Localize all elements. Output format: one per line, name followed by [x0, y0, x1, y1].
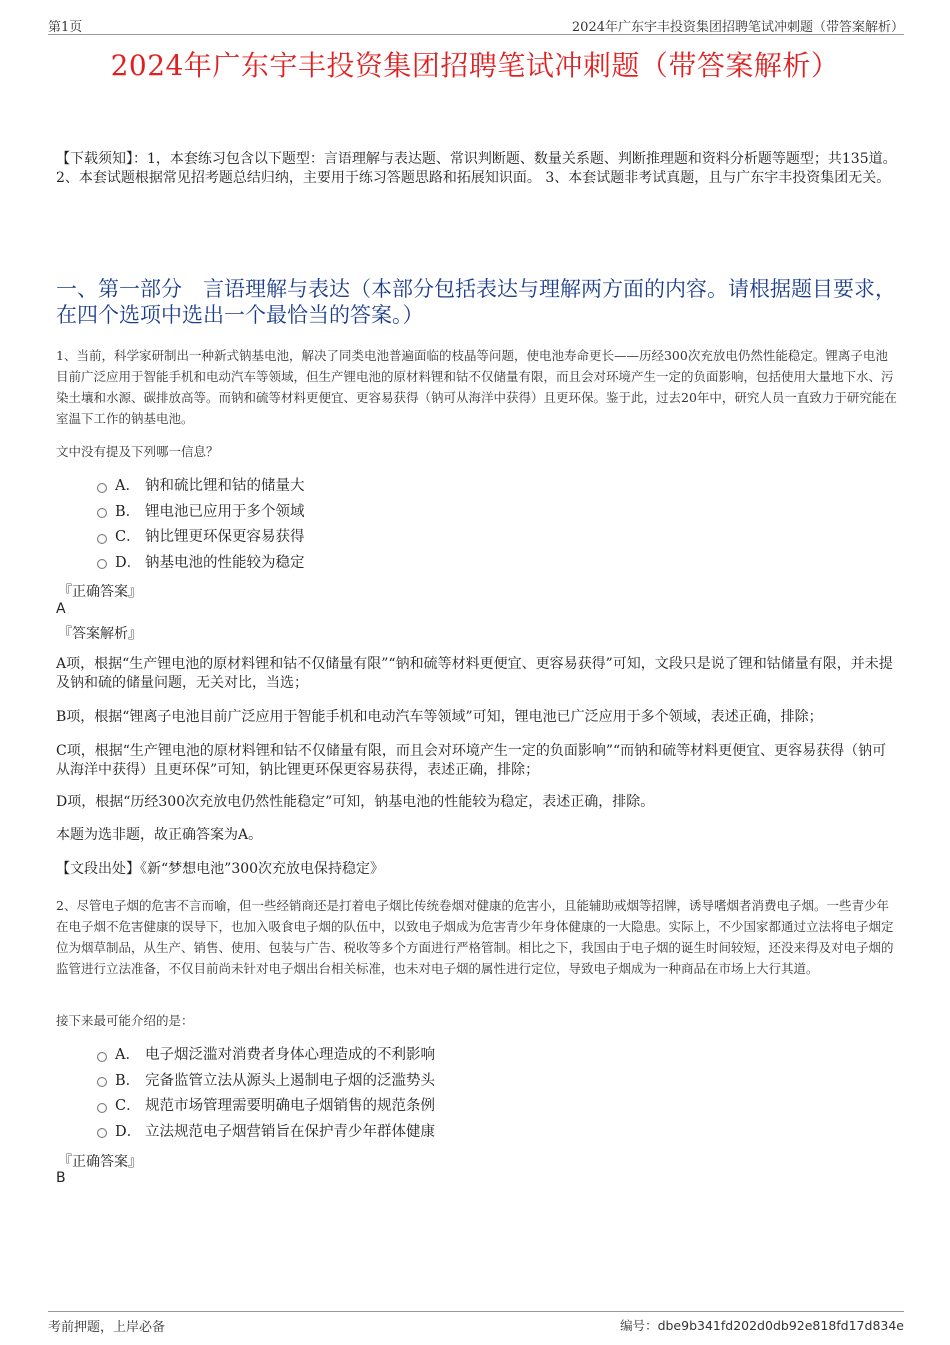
analysis-source: 【文段出处】《新“梦想电池”300次充放电保持稳定》 — [56, 861, 385, 877]
question-2-option-d[interactable]: D． 立法规范电子烟营销旨在保护青少年群体健康 — [97, 1118, 435, 1144]
footer-doc-id: 编号：dbe9b341fd202d0db92e818fd17d834e — [620, 1318, 904, 1333]
analysis-option-c: C项，根据“生产锂电池的原材料锂和钴不仅储量有限，而且会对环境产生一定的负面影响”“而钠和硫等材料更便宜、更容易获得（钠可从海洋中获得）且更环保”可知，钠比锂更环保更容易获得，表述正确，排除； — [56, 743, 887, 778]
radio-icon[interactable] — [97, 483, 107, 493]
question-1-option-c[interactable]: C． 钠比锂更环保更容易获得 — [97, 523, 305, 549]
question-2-text: 2、尽管电子烟的危害不言而喻，但一些经销商还是打着电子烟比传统卷烟对健康的危害小，且能辅助戒烟等招牌，诱导嗜烟者消费电子烟。一些青少年在电子烟不危害健康的误导下，也加入吸食电子烟的队伍中，以致电子烟成为危害青少年身体健康的一大隐患。实际上，不少国家都通过立法将电子烟定位为烟草制品，从生产、销售、使用、包装与广告、税收等多个方面进行严格管制。相比之下，我国由于电子烟的诞生时间较短，还没来得及对电子烟的监管进行立法准备，不仅目前尚未针对电子烟出台相关标准，也未对电子烟的属性进行定位，导致电子烟成为一种商品在市场上大行其道。 — [56, 898, 894, 976]
question-2-options — [97, 1041, 435, 1143]
header-doc-title: 2024年广东宇丰投资集团招聘笔试冲刺题（带答案解析） — [571, 20, 904, 35]
radio-icon[interactable] — [97, 1052, 107, 1062]
section-title: 一、第一部分 言语理解与表达（本部分包括表达与理解两方面的内容。请根据题目要求，在四个选项中选出一个最恰当的答案。） — [56, 277, 896, 327]
page-header — [48, 14, 904, 35]
question-2-option-c[interactable]: C． 规范市场管理需要明确电子烟销售的规范条例 — [97, 1092, 435, 1118]
download-notice: 【下载须知】：1，本套练习包含以下题型：言语理解与表达题、常识判断题、数量关系题、判断推理题和资料分析题等题型；共135道。 2、本套试题根据常见招考题总结归纳，主要用于练习答题思路和拓展知识面。 3、本套试题非考试真题，且与广东宇丰投资集团无关。 — [56, 151, 897, 186]
document-title: 2024年广东宇丰投资集团招聘笔试冲刺题（带答案解析） — [110, 49, 840, 82]
radio-icon[interactable] — [97, 1128, 107, 1138]
page-footer — [48, 1311, 904, 1334]
radio-icon[interactable] — [97, 1103, 107, 1113]
question-2-answer-label: 『正确答案』 — [58, 1154, 142, 1170]
question-1-option-a[interactable]: A． 钠和硫比锂和钴的储量大 — [97, 472, 305, 498]
question-2-prompt: 接下来最可能介绍的是： — [56, 1013, 194, 1028]
radio-icon[interactable] — [97, 534, 107, 544]
question-1-prompt: 文中没有提及下列哪一信息？ — [56, 444, 219, 459]
question-1-analysis-label: 『答案解析』 — [58, 626, 142, 642]
radio-icon[interactable] — [97, 1077, 107, 1087]
question-2-answer: B — [56, 1170, 66, 1186]
page-number: 第1页 — [48, 20, 83, 35]
footer-slogan: 考前押题，上岸必备 — [48, 1320, 166, 1335]
question-1-options — [97, 472, 305, 574]
radio-icon[interactable] — [97, 508, 107, 518]
question-2-option-b[interactable]: B． 完备监管立法从源头上遏制电子烟的泛滥势头 — [97, 1067, 435, 1093]
radio-icon[interactable] — [97, 559, 107, 569]
question-1-option-d[interactable]: D． 钠基电池的性能较为稳定 — [97, 549, 305, 575]
question-1-answer-label: 『正确答案』 — [58, 584, 142, 600]
analysis-option-d: D项，根据“历经300次充放电仍然性能稳定”可知，钠基电池的性能较为稳定，表述正确，排除。 — [56, 794, 655, 810]
question-2-option-a[interactable]: A． 电子烟泛滥对消费者身体心理造成的不利影响 — [97, 1041, 435, 1067]
question-1-option-b[interactable]: B． 锂电池已应用于多个领域 — [97, 498, 305, 524]
analysis-option-b: B项，根据“锂离子电池目前广泛应用于智能手机和电动汽车等领域”可知，锂电池已广泛应用于多个领域，表述正确，排除； — [56, 709, 823, 725]
analysis-option-a: A项，根据“生产锂电池的原材料锂和钴不仅储量有限”“钠和硫等材料更便宜、更容易获得”可知，文段只是说了锂和钴储量有限，并未提及钠和硫的储量问题，无关对比，当选； — [56, 656, 893, 691]
question-1-text: 1、当前，科学家研制出一种新式钠基电池，解决了同类电池普遍面临的枝晶等问题，使电池寿命更长——历经300次充放电仍然性能稳定。锂离子电池目前广泛应用于智能手机和电动汽车等领域，但生产锂电池的原材料锂和钴不仅储量有限，而且会对环境产生一定的负面影响，包括使用大量地下水、污染土壤和水源、碳排放高等。而钠和硫等材料更便宜、更容易获得（钠可从海洋中获得）且更环保。鉴于此，过去20年中，研究人员一直致力于研究能在室温下工作的钠基电池。 — [56, 348, 897, 426]
question-1-answer: A — [56, 601, 66, 617]
analysis-conclusion: 本题为选非题，故正确答案为A。 — [56, 827, 263, 843]
